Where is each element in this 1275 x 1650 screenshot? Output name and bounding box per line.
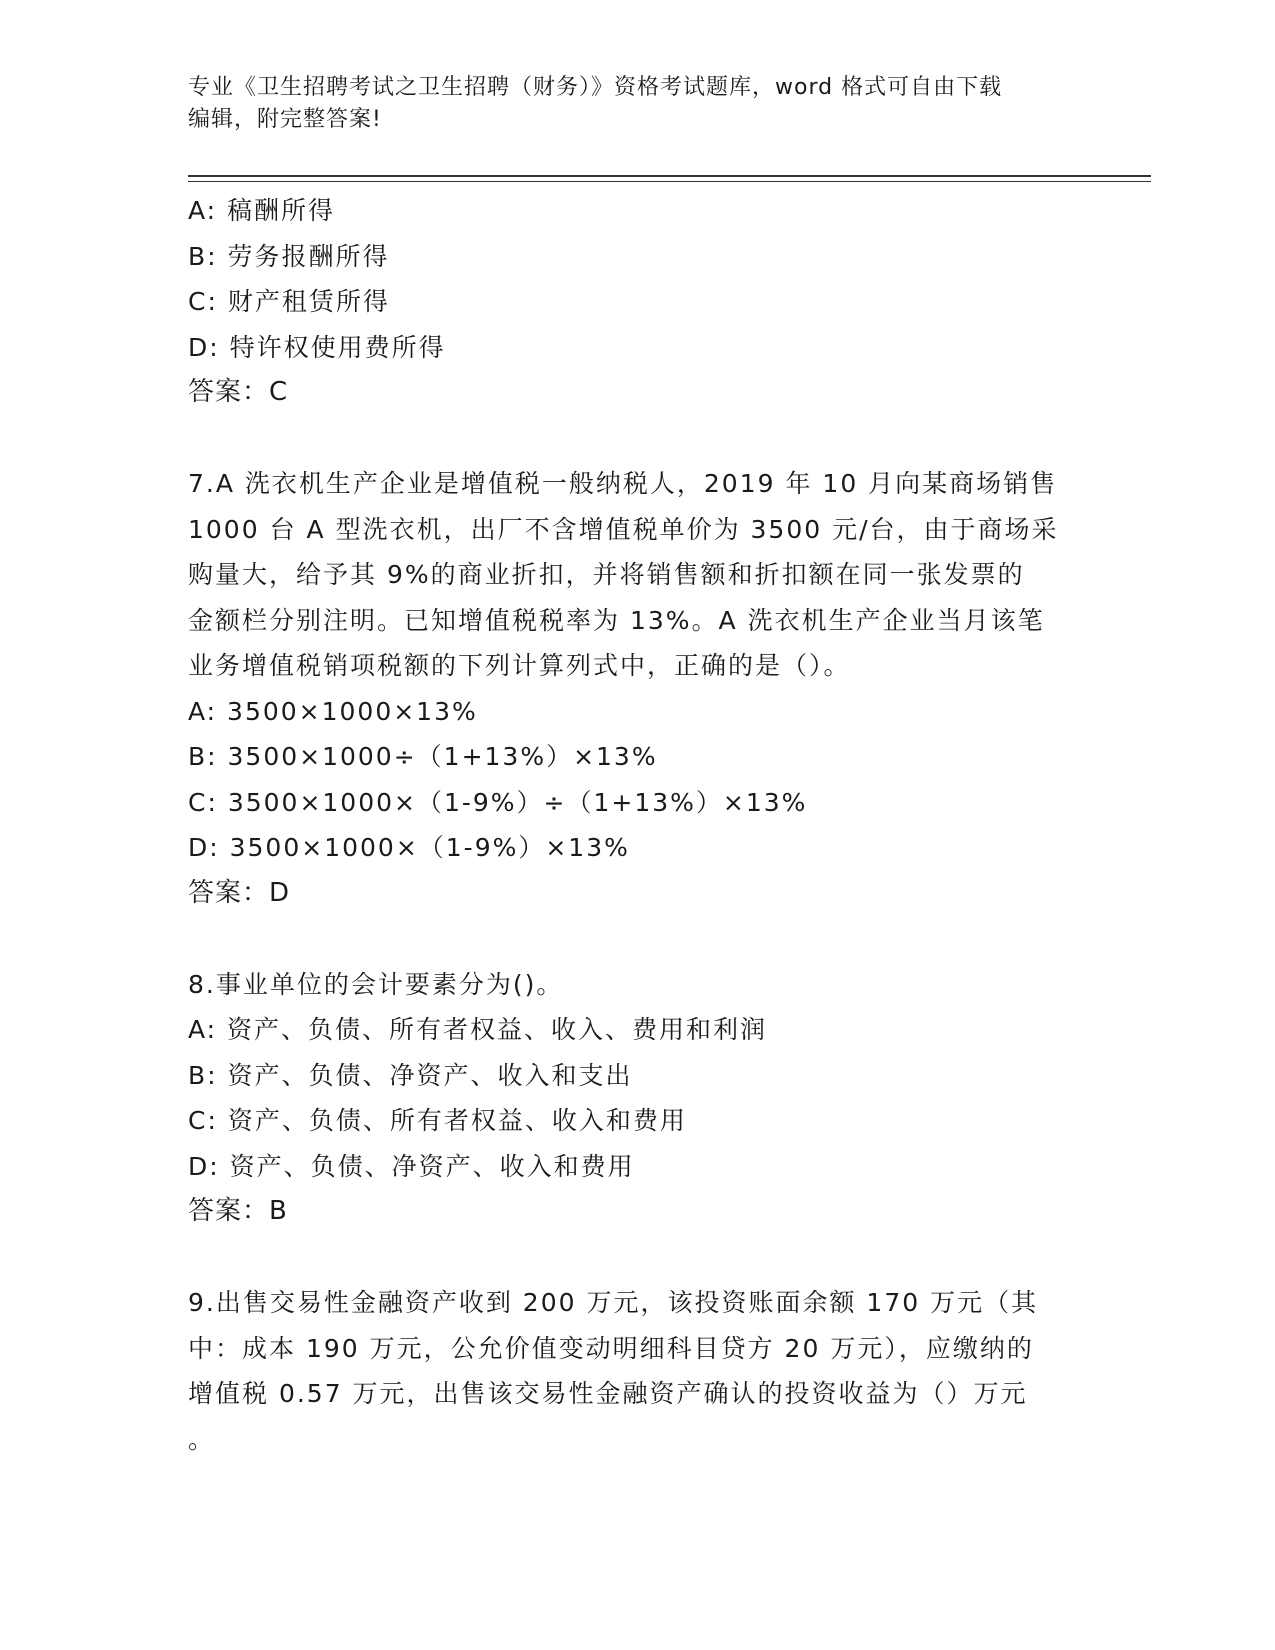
header-divider-thin <box>188 181 1151 182</box>
q6-option-a: A: 稿酬所得 <box>188 196 336 225</box>
q9-stem-line-4: 。 <box>188 1424 216 1454</box>
spacer <box>188 1235 1088 1281</box>
q7-option-b: B: 3500×1000÷（1+13%）×13% <box>188 742 658 771</box>
q8-option-a: A: 资产、负债、所有者权益、收入、费用和利润 <box>188 1015 768 1044</box>
q7-option-c: C: 3500×1000×（1-9%）÷（1+13%）×13% <box>188 787 808 817</box>
spacer <box>188 416 1088 462</box>
q7-option-a: A: 3500×1000×13% <box>188 696 478 726</box>
q7-option-d: D: 3500×1000×（1-9%）×13% <box>188 833 630 862</box>
q9-stem-line-1: 9.出售交易性金融资产收到 200 万元，该投资账面余额 170 万元（其 <box>188 1288 1039 1317</box>
document-header <box>188 72 1068 136</box>
question-8-block <box>188 962 1088 1235</box>
q9-stem-line-3: 增值税 0.57 万元，出售该交易性金融资产确认的投资收益为（）万元 <box>188 1379 1028 1408</box>
header-divider-thick <box>188 175 1151 177</box>
question-7-block <box>188 461 1088 916</box>
question-6-block <box>188 188 1088 416</box>
q8-stem: 8.事业单位的会计要素分为()。 <box>188 969 564 999</box>
q6-option-b: B: 劳务报酬所得 <box>188 241 390 271</box>
q9-stem-line-2: 中：成本 190 万元，公允价值变动明细科目贷方 20 万元），应缴纳的 <box>188 1333 1034 1363</box>
q8-answer: 答案：B <box>188 1196 288 1226</box>
q8-option-c: C: 资产、负债、所有者权益、收入和费用 <box>188 1106 687 1135</box>
q6-option-d: D: 特许权使用费所得 <box>188 332 446 362</box>
spacer <box>188 916 1088 962</box>
q7-stem-line-3: 购量大，给予其 9%的商业折扣，并将销售额和折扣额在同一张发票的 <box>188 560 1025 589</box>
q7-stem-line-2: 1000 台 A 型洗衣机，出厂不含增值税单价为 3500 元/台，由于商场采 <box>188 514 1059 544</box>
q7-answer: 答案：D <box>188 877 291 908</box>
question-9-block <box>188 1280 1088 1462</box>
question-content <box>188 188 1088 1462</box>
q6-answer: 答案：C <box>188 377 289 407</box>
q7-stem-line-5: 业务增值税销项税额的下列计算列式中，正确的是（）。 <box>188 651 851 680</box>
q8-option-b: B: 资产、负债、净资产、收入和支出 <box>188 1060 633 1090</box>
q8-option-d: D: 资产、负债、净资产、收入和费用 <box>188 1151 635 1181</box>
q7-stem-line-1: 7.A 洗衣机生产企业是增值税一般纳税人，2019 年 10 月向某商场销售 <box>188 469 1058 498</box>
q7-stem-line-4: 金额栏分别注明。已知增值税税率为 13%。A 洗衣机生产企业当月该笔 <box>188 605 1045 635</box>
header-line-2: 编辑，附完整答案! <box>188 107 382 132</box>
header-line-1: 专业《卫生招聘考试之卫生招聘（财务）》资格考试题库，word 格式可自由下载 <box>188 75 1003 100</box>
q6-option-c: C: 财产租赁所得 <box>188 287 390 316</box>
